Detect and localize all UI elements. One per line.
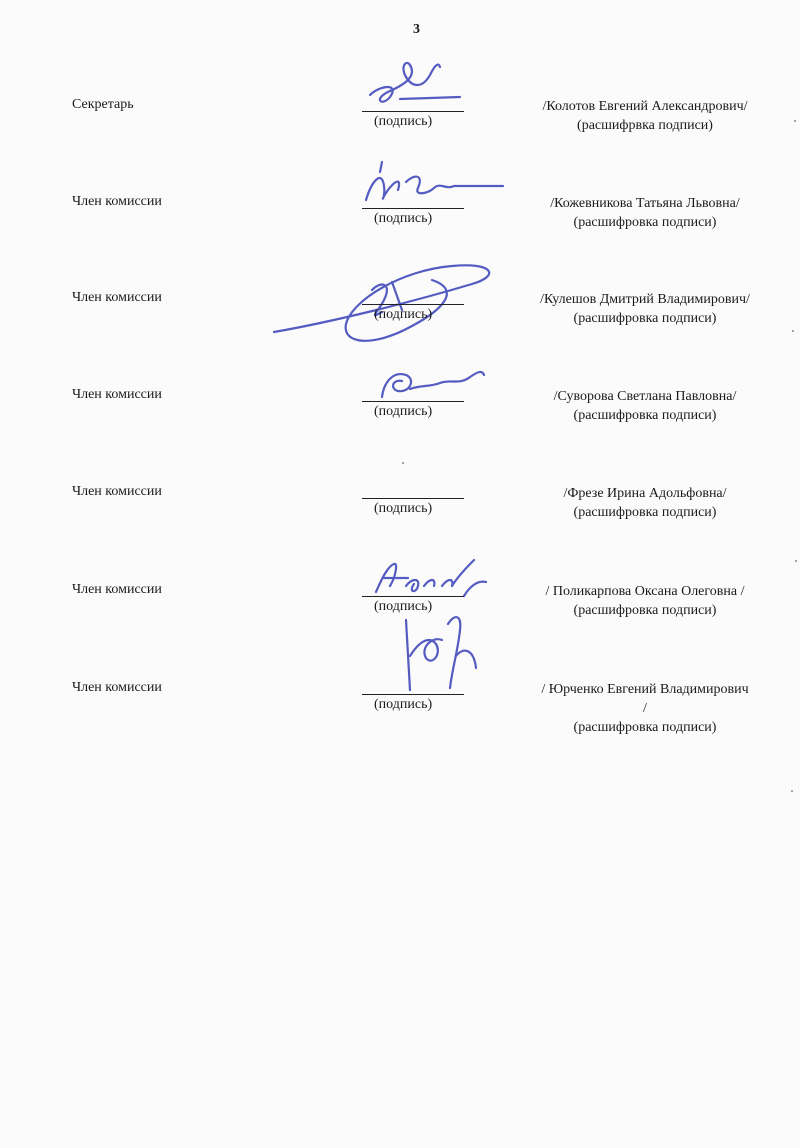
role-label: Член комиссии [72, 194, 162, 209]
signer-block [540, 484, 750, 522]
signer-block [540, 680, 750, 737]
decode-hint: (расшифровка подписи) [573, 408, 717, 423]
signature-row [0, 582, 800, 662]
signer-block [540, 97, 750, 135]
scan-speck [402, 462, 404, 464]
scan-speck [792, 330, 794, 332]
signer-name: /Колотов Евгений Александрович/ [542, 99, 748, 114]
signature-line [362, 498, 464, 499]
signer-block [540, 387, 750, 425]
signature-caption: (подпись) [374, 307, 433, 322]
signature-row [0, 290, 800, 370]
signer-block [540, 290, 750, 328]
signature-caption: (подпись) [374, 501, 433, 516]
role-label: Член комиссии [72, 387, 162, 402]
signature-line [362, 596, 464, 597]
signature-icon [360, 55, 470, 115]
signature-row [0, 484, 800, 564]
scan-speck [795, 560, 797, 562]
decode-hint: (расшифровка подписи) [573, 603, 717, 618]
signer-name: /Суворова Светлана Павловна/ [553, 389, 737, 404]
signer-name: /Кулешов Дмитрий Владимирович/ [540, 292, 750, 307]
signature-caption: (подпись) [374, 114, 433, 129]
role-label: Член комиссии [72, 582, 162, 597]
decode-hint: (расшифровка подписи) [573, 505, 717, 520]
decode-hint: (расшифровка подписи) [573, 311, 717, 326]
signature-row [0, 97, 800, 177]
signature-row [0, 387, 800, 467]
signature-caption: (подпись) [374, 211, 433, 226]
scan-speck [794, 120, 796, 122]
scan-speck [791, 790, 793, 792]
signature-line [362, 111, 464, 112]
page-number: 3 [413, 22, 420, 37]
role-label: Член комиссии [72, 290, 162, 305]
signature-line [362, 208, 464, 209]
decode-hint: (расшифрвка подписи) [577, 118, 713, 133]
signature-caption: (подпись) [374, 697, 433, 712]
role-label: Член комиссии [72, 680, 162, 695]
signature-row [0, 194, 800, 274]
signature-line [362, 304, 464, 305]
signer-block [540, 194, 750, 232]
signature-caption: (подпись) [374, 599, 433, 614]
signer-name: /Кожевникова Татьяна Львовна/ [550, 196, 740, 211]
role-label: Член комиссии [72, 484, 162, 499]
signature-caption: (подпись) [374, 404, 433, 419]
signature-line [362, 401, 464, 402]
signer-name: / Юрченко Евгений Владимирович / [541, 682, 749, 716]
decode-hint: (расшифровка подписи) [573, 215, 717, 230]
decode-hint: (расшифровка подписи) [573, 720, 717, 735]
signer-block [540, 582, 750, 620]
signature-row [0, 680, 800, 760]
signer-name: / Поликарпова Оксана Олеговна / [545, 584, 745, 599]
role-label: Секретарь [72, 97, 134, 112]
signature-line [362, 694, 464, 695]
signer-name: /Фрезе Ирина Адольфовна/ [563, 486, 727, 501]
